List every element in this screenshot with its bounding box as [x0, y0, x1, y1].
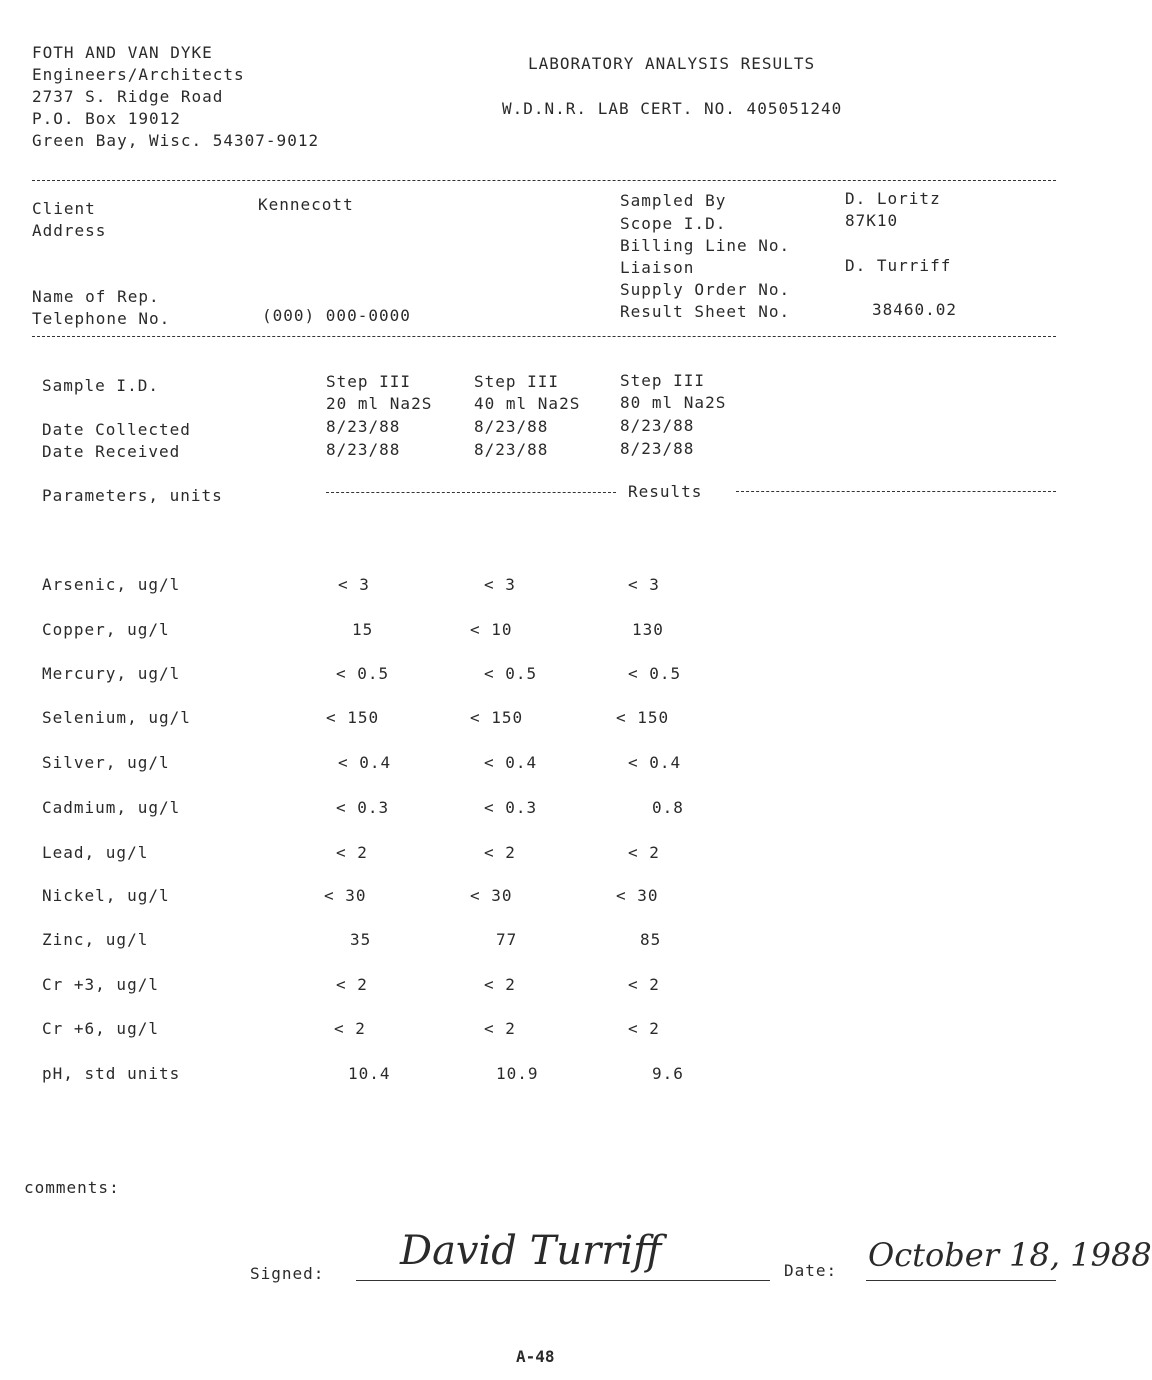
result-col-1: 10.4: [348, 1064, 391, 1083]
date-collected-col-2: 8/23/88: [474, 417, 549, 436]
address-label: Address: [32, 221, 107, 240]
sample-col-1-step: Step III: [326, 372, 412, 391]
date-collected-col-1: 8/23/88: [326, 417, 401, 436]
sample-col-2-step: Step III: [474, 372, 560, 391]
telephone-label: Telephone No.: [32, 309, 171, 328]
company-city: Green Bay, Wisc. 54307-9012: [32, 131, 320, 150]
table-row: [0, 842, 1056, 866]
result-col-2: < 3: [484, 575, 516, 594]
result-col-3: < 2: [628, 1019, 660, 1038]
liaison-value: D. Turriff: [845, 256, 952, 275]
date-received-col-2: 8/23/88: [474, 440, 549, 459]
result-col-1: < 2: [334, 1019, 366, 1038]
client-label: Client: [32, 199, 96, 218]
parameter-label: Mercury, ug/l: [42, 664, 181, 683]
date-collected-label: Date Collected: [42, 420, 191, 439]
result-col-2: < 150: [470, 708, 524, 727]
result-col-2: < 2: [484, 843, 516, 862]
result-col-1: < 3: [338, 575, 370, 594]
report-title: LABORATORY ANALYSIS RESULTS: [528, 54, 816, 73]
table-row: [0, 574, 1056, 598]
comments-label: comments:: [24, 1178, 120, 1197]
sampled-by-label: Sampled By: [620, 191, 727, 210]
parameter-label: Arsenic, ug/l: [42, 575, 181, 594]
table-row: [0, 1018, 1056, 1042]
result-col-1: < 2: [336, 975, 368, 994]
sampled-by-value: D. Loritz: [845, 189, 941, 208]
result-sheet-label: Result Sheet No.: [620, 302, 791, 321]
result-col-1: < 0.3: [336, 798, 390, 817]
result-sheet-value: 38460.02: [872, 300, 958, 319]
scope-id-value: 87K10: [845, 211, 899, 230]
date-handwritten: October 18, 1988: [868, 1236, 1152, 1274]
table-row: [0, 752, 1056, 776]
sample-col-3-desc: 80 ml Na2S: [620, 393, 727, 412]
parameters-header: Parameters, units: [42, 486, 223, 505]
result-col-3: 0.8: [652, 798, 684, 817]
divider-top: [32, 180, 1056, 181]
signed-label: Signed:: [250, 1264, 325, 1283]
company-name: FOTH AND VAN DYKE: [32, 43, 213, 62]
company-po-box: P.O. Box 19012: [32, 109, 181, 128]
result-col-1: < 2: [336, 843, 368, 862]
signature: David Turriff: [400, 1228, 662, 1274]
date-label: Date:: [784, 1261, 838, 1280]
result-col-3: < 30: [616, 886, 659, 905]
sample-col-1-desc: 20 ml Na2S: [326, 394, 433, 413]
table-row: [0, 974, 1056, 998]
result-col-1: < 150: [326, 708, 380, 727]
result-col-1: < 0.5: [336, 664, 390, 683]
result-col-3: < 3: [628, 575, 660, 594]
company-street: 2737 S. Ridge Road: [32, 87, 224, 106]
company-subtitle: Engineers/Architects: [32, 65, 245, 84]
result-col-2: < 10: [470, 620, 513, 639]
result-col-3: < 2: [628, 975, 660, 994]
parameter-label: Nickel, ug/l: [42, 886, 170, 905]
liaison-label: Liaison: [620, 258, 695, 277]
supply-order-label: Supply Order No.: [620, 280, 791, 299]
client-value: Kennecott: [258, 195, 354, 214]
result-col-2: < 2: [484, 1019, 516, 1038]
results-header: Results: [628, 482, 703, 501]
lab-cert-number: W.D.N.R. LAB CERT. NO. 405051240: [502, 99, 843, 118]
parameter-label: Silver, ug/l: [42, 753, 170, 772]
signature-line: [356, 1280, 770, 1281]
date-received-col-3: 8/23/88: [620, 439, 695, 458]
result-col-2: 77: [496, 930, 518, 949]
results-rule-right: [736, 491, 1056, 492]
parameter-label: Cadmium, ug/l: [42, 798, 181, 817]
result-col-2: < 0.5: [484, 664, 538, 683]
result-col-1: < 0.4: [338, 753, 392, 772]
result-col-2: 10.9: [496, 1064, 539, 1083]
result-col-3: < 0.5: [628, 664, 682, 683]
sample-col-3-step: Step III: [620, 371, 706, 390]
results-rule-left: [326, 492, 616, 493]
result-col-2: < 0.3: [484, 798, 538, 817]
result-col-2: < 30: [470, 886, 513, 905]
table-row: [0, 619, 1056, 643]
parameter-label: Selenium, ug/l: [42, 708, 191, 727]
date-received-col-1: 8/23/88: [326, 440, 401, 459]
parameter-label: Zinc, ug/l: [42, 930, 149, 949]
date-received-label: Date Received: [42, 442, 181, 461]
parameter-label: Cr +6, ug/l: [42, 1019, 159, 1038]
result-col-1: 35: [350, 930, 372, 949]
result-col-2: < 0.4: [484, 753, 538, 772]
parameter-label: Cr +3, ug/l: [42, 975, 159, 994]
telephone-value: (000) 000-0000: [262, 306, 411, 325]
divider-middle: [32, 336, 1056, 337]
date-line: [866, 1280, 1056, 1281]
parameter-label: Copper, ug/l: [42, 620, 170, 639]
result-col-3: 9.6: [652, 1064, 684, 1083]
result-col-1: 15: [352, 620, 374, 639]
page-number: A-48: [516, 1347, 555, 1366]
table-row: [0, 663, 1056, 687]
table-row: [0, 797, 1056, 821]
sample-col-2-desc: 40 ml Na2S: [474, 394, 581, 413]
result-col-3: < 150: [616, 708, 670, 727]
result-col-3: 85: [640, 930, 662, 949]
parameter-label: Lead, ug/l: [42, 843, 149, 862]
result-col-1: < 30: [324, 886, 367, 905]
table-row: [0, 1063, 1056, 1087]
result-col-3: < 0.4: [628, 753, 682, 772]
table-row: [0, 929, 1056, 953]
parameter-label: pH, std units: [42, 1064, 181, 1083]
result-col-2: < 2: [484, 975, 516, 994]
scope-id-label: Scope I.D.: [620, 214, 727, 233]
table-row: [0, 885, 1056, 909]
date-collected-col-3: 8/23/88: [620, 416, 695, 435]
result-col-3: 130: [632, 620, 664, 639]
rep-label: Name of Rep.: [32, 287, 160, 306]
billing-line-label: Billing Line No.: [620, 236, 791, 255]
table-row: [0, 707, 1056, 731]
sample-id-label: Sample I.D.: [42, 376, 159, 395]
result-col-3: < 2: [628, 843, 660, 862]
